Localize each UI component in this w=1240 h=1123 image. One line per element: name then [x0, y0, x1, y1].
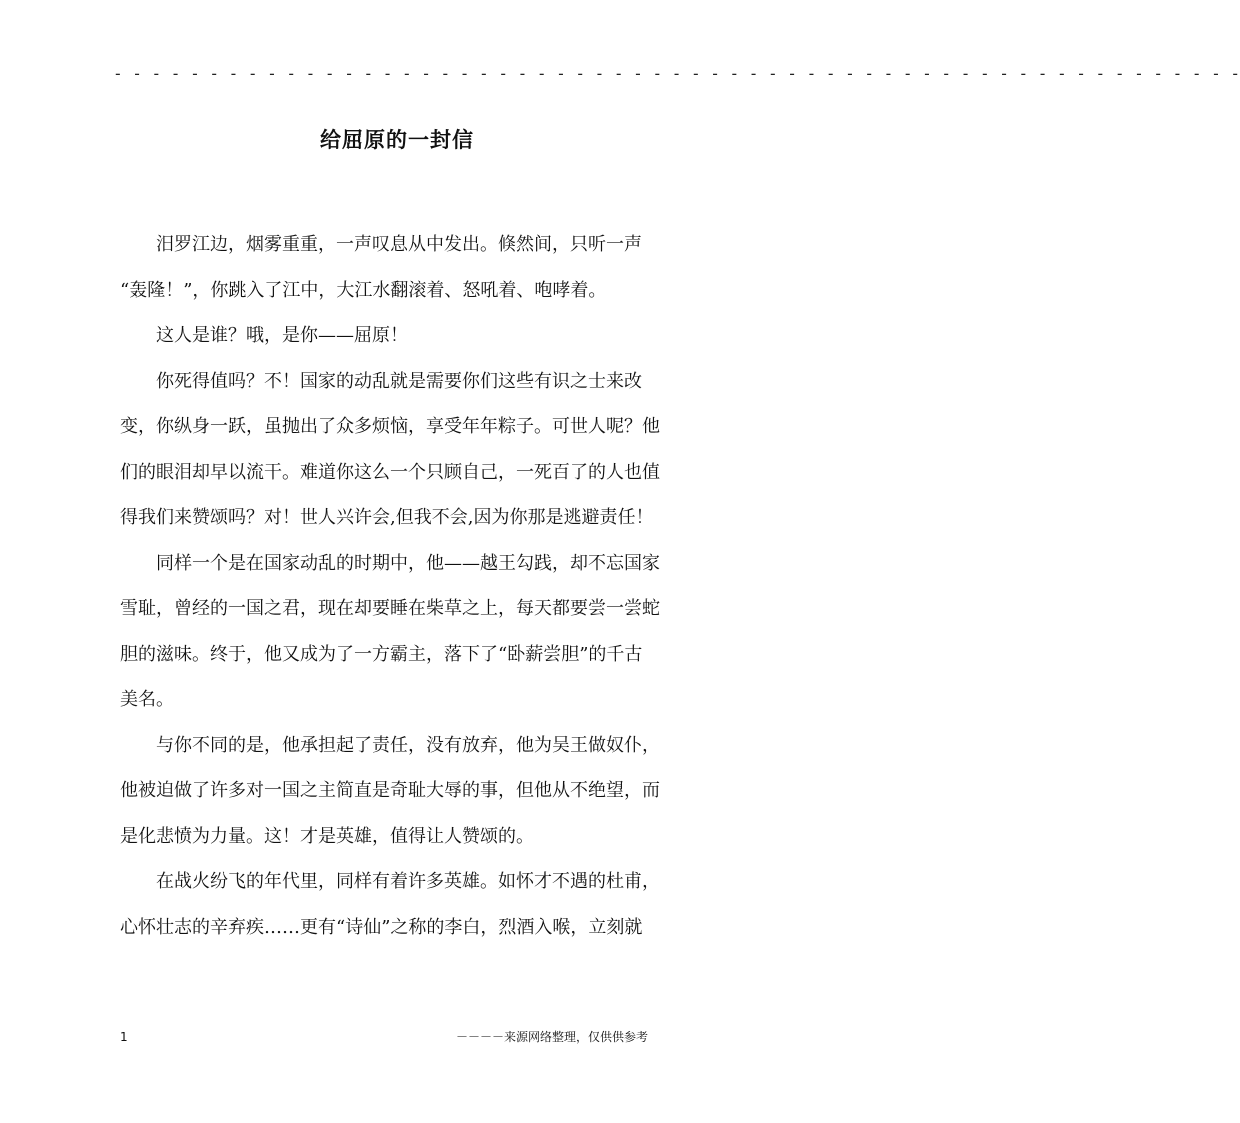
paragraph-line: 得我们来赞颂吗？对！世人兴许会,但我不会,因为你那是逃避责任！	[120, 507, 654, 528]
paragraph-line: 雪耻，曾经的一国之君，现在却要睡在柴草之上，每天都要尝一尝蛇	[120, 598, 660, 619]
footer-page-number: 1	[120, 1030, 128, 1044]
paragraph-line: 汨罗江边，烟雾重重，一声叹息从中发出。倏然间，只听一声	[156, 234, 642, 255]
paragraph-line: 这人是谁？哦，是你——屈原！	[156, 325, 408, 346]
paragraph-line: 美名。	[120, 689, 174, 710]
document-title: 给屈原的一封信	[320, 127, 474, 152]
paragraph-3	[120, 359, 680, 541]
header-dashed-rule: - - - - - - - - - - - - - - - - - - - - - - - - - - - - - - - - - - - - - - - - - - - - - - - - - - - - - - - - - - -	[113, 64, 1240, 83]
paragraph-line: 心怀壮志的辛弃疾……更有“诗仙”之称的李白，烈酒入喉，立刻就	[120, 916, 643, 938]
paragraph-line: 们的眼泪却早以流干。难道你这么一个只顾自己，一死百了的人也值	[120, 461, 660, 483]
paragraph-2	[120, 313, 680, 359]
paragraph-6	[120, 859, 680, 950]
footer-source-note: －－－－来源网络整理，仅供供参考	[456, 1030, 649, 1044]
paragraph-line: 是化悲愤为力量。这！才是英雄，值得让人赞颂的。	[120, 825, 534, 847]
paragraph-line: 在战火纷飞的年代里，同样有着许多英雄。如怀才不遇的杜甫，	[156, 871, 660, 892]
paragraph-line: 与你不同的是，他承担起了责任，没有放弃，他为吴王做奴仆，	[156, 734, 660, 756]
paragraph-line: 他被迫做了许多对一国之主简直是奇耻大辱的事，但他从不绝望，而	[120, 780, 660, 801]
document-body	[120, 222, 680, 950]
paragraph-1	[120, 222, 680, 313]
paragraph-line: 同样一个是在国家动乱的时期中，他——越王勾践，却不忘国家	[156, 552, 660, 574]
paragraph-line: 变，你纵身一跃，虽抛出了众多烦恼，享受年年粽子。可世人呢？他	[120, 416, 660, 437]
paragraph-4	[120, 541, 680, 723]
paragraph-line: 你死得值吗？不！国家的动乱就是需要你们这些有识之士来改	[156, 370, 642, 392]
paragraph-5	[120, 723, 680, 860]
paragraph-line: 胆的滋味。终于，他又成为了一方霸主，落下了“卧薪尝胆”的千古	[120, 643, 643, 665]
paragraph-line: “轰隆！”，你跳入了江中，大江水翻滚着、怒吼着、咆哮着。	[120, 279, 607, 301]
